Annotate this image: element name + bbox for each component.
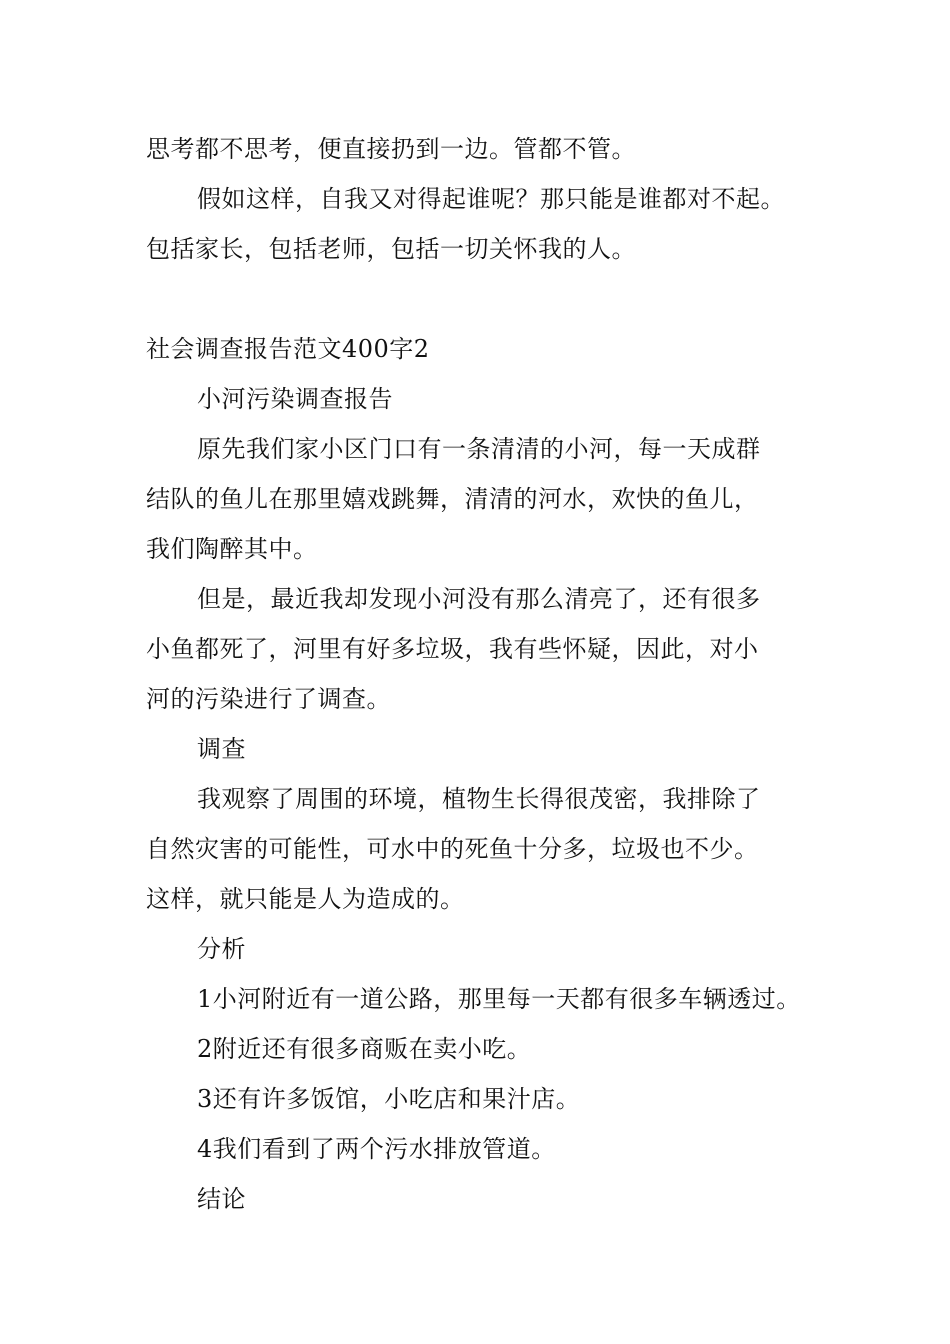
section-title: 社会调查报告范文400字2	[146, 335, 430, 363]
subheading-investigation: 调查	[197, 735, 246, 763]
paragraph-line: 小鱼都死了，河里有好多垃圾，我有些怀疑，因此，对小	[146, 635, 759, 663]
paragraph-line: 自然灾害的可能性，可水中的死鱼十分多，垃圾也不少。	[146, 835, 759, 863]
subheading-conclusion: 结论	[197, 1185, 246, 1213]
list-item: 2附近还有很多商贩在卖小吃。	[197, 1035, 532, 1063]
paragraph-line: 河的污染进行了调查。	[146, 685, 391, 713]
paragraph-line: 我们陶醉其中。	[146, 535, 318, 563]
list-item: 1小河附近有一道公路，那里每一天都有很多车辆透过。	[197, 985, 801, 1013]
paragraph-line: 结队的鱼儿在那里嬉戏跳舞，清清的河水，欢快的鱼儿，	[146, 485, 759, 513]
paragraph-line: 包括家长，包括老师，包括一切关怀我的人。	[146, 235, 636, 263]
subheading-analysis: 分析	[197, 935, 246, 963]
list-item: 4我们看到了两个污水排放管道。	[197, 1135, 556, 1163]
report-title: 小河污染调查报告	[197, 385, 393, 413]
paragraph-line: 思考都不思考，便直接扔到一边。管都不管。	[146, 135, 636, 163]
paragraph-line: 原先我们家小区门口有一条清清的小河，每一天成群	[197, 435, 761, 463]
list-item: 3还有许多饭馆，小吃店和果汁店。	[197, 1085, 581, 1113]
paragraph-line: 假如这样，自我又对得起谁呢？那只能是谁都对不起。	[197, 185, 785, 213]
paragraph-line: 这样，就只能是人为造成的。	[146, 885, 465, 913]
paragraph-line: 但是，最近我却发现小河没有那么清亮了，还有很多	[197, 585, 761, 613]
paragraph-line: 我观察了周围的环境，植物生长得很茂密，我排除了	[197, 785, 761, 813]
